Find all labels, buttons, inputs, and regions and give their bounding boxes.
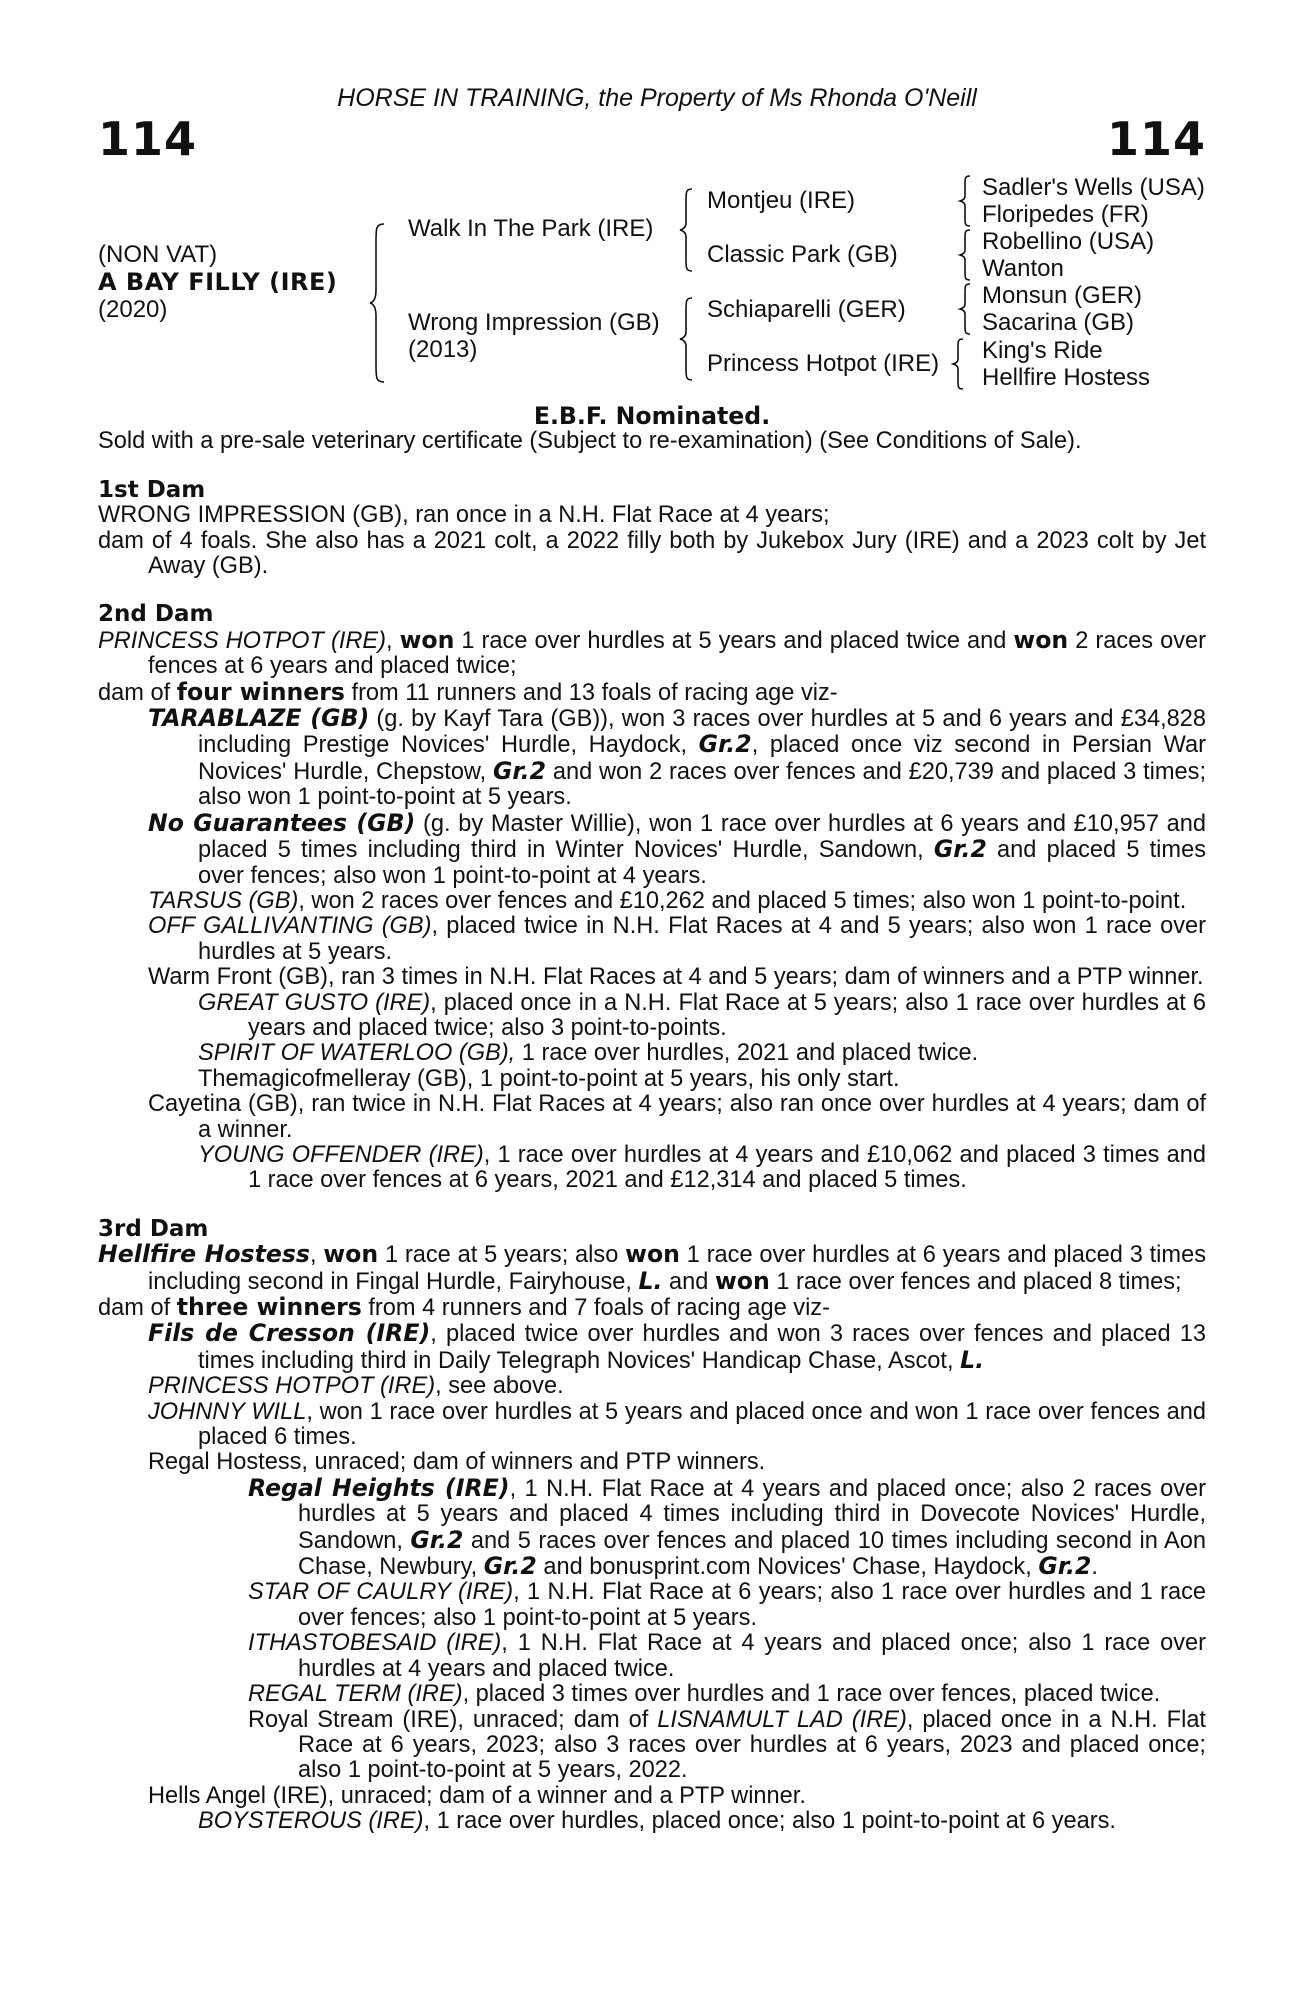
pedigree-bracket-g3 bbox=[957, 282, 973, 336]
produce-star-of-caulry: STAR OF CAULRY (IRE), 1 N.H. Flat Race at 6 years; also 1 race over hurdles and 1 race over fences; also 1 point-to-point at 5 years. bbox=[248, 1579, 1206, 1631]
gg-hellfire-hostess: Hellfire Hostess bbox=[982, 364, 1151, 391]
third-dam-record: Hellfire Hostess, won 1 race at 5 years; also won 1 race over hurdles at 6 years and placed 3 times including second in Fingal Hurdle, Fairyhouse, L. and won 1 race over fences and placed 8 times; bbox=[98, 1240, 1206, 1295]
produce-cayetina: Cayetina (GB), ran twice in N.H. Flat Races at 4 years; also ran once over hurdles at 4 years; dam of a winner. bbox=[148, 1091, 1206, 1143]
produce-spirit-of-waterloo: SPIRIT OF WATERLOO (GB), 1 race over hurdles, 2021 and placed twice. bbox=[198, 1040, 979, 1067]
pedigree-bracket-g2 bbox=[957, 228, 973, 282]
page-title: HORSE IN TRAINING, the Property of Ms Rhonda O'Neill bbox=[337, 84, 977, 112]
pedigree-bracket-g1 bbox=[957, 174, 973, 228]
produce-great-gusto: GREAT GUSTO (IRE), placed once in a N.H. Flat Race at 5 years; also 1 race over hurdles at 6 years and placed twice; also 3 point-to-points. bbox=[198, 989, 1206, 1041]
catalogue-body bbox=[98, 404, 1206, 1835]
second-dam-record: PRINCESS HOTPOT (IRE), won 1 race over hurdles at 5 years and placed twice and won 2 races over fences at 6 years and placed twice; bbox=[98, 625, 1206, 680]
produce-regal-heights: Regal Heights (IRE), 1 N.H. Flat Race at 4 years and placed once; also 2 races over hurdles at 5 years and placed 4 times including third in Dovecote Novices' Hurdle, Sandown, Gr.2 and 5 races over fences and placed 10 times including second in Aon Chase, Newbury, Gr.2 and bonusprint.com Novices' Chase, Haydock, Gr.2. bbox=[248, 1473, 1206, 1581]
gg-wanton: Wanton bbox=[982, 255, 1064, 282]
sire: Walk In The Park (IRE) bbox=[408, 215, 654, 242]
produce-themagicofmelleray: Themagicofmelleray (GB), 1 point-to-point at 5 years, his only start. bbox=[198, 1065, 900, 1092]
vet-note: Sold with a pre-sale veterinary certificate (Subject to re-examination) (See Conditions of Sale). bbox=[98, 428, 1082, 455]
produce-no-guarantees: No Guarantees (GB) (g. by Master Willie), won 1 race over hurdles at 6 years and £10,957 and placed 5 times including third in Winter Novices' Hurdle, Sandown, Gr.2 and placed 5 times over fences; also won 1 point-to-point at 4 years. bbox=[148, 808, 1207, 889]
produce-ithastobesaid: ITHASTOBESAID (IRE), 1 N.H. Flat Race at 4 years and placed once; also 1 race over hurdles at 4 years and placed twice. bbox=[248, 1630, 1206, 1682]
produce-off-gallivanting: OFF GALLIVANTING (GB), placed twice in N.H. Flat Races at 4 and 5 years; also won 1 race over hurdles at 5 years. bbox=[148, 913, 1206, 965]
sire-dam: Classic Park (GB) bbox=[707, 241, 898, 268]
produce-hells-angel: Hells Angel (IRE), unraced; dam of a winner and a PTP winner. bbox=[148, 1782, 806, 1809]
produce-young-offender: YOUNG OFFENDER (IRE), 1 race over hurdles at 4 years and £10,062 and placed 3 times and 1 race over fences at 6 years, 2021 and £12,314 and placed 5 times. bbox=[198, 1141, 1206, 1194]
second-dam-heading: 2nd Dam bbox=[98, 601, 214, 628]
ebf-note: E.B.F. Nominated. bbox=[533, 402, 771, 430]
pedigree-bracket-g4 bbox=[950, 337, 966, 391]
gg-kings-ride: King's Ride bbox=[982, 337, 1103, 364]
first-dam-heading: 1st Dam bbox=[98, 476, 206, 503]
pedigree-bracket-sire bbox=[678, 187, 698, 273]
lot-number-left: 114 bbox=[98, 112, 198, 166]
dam: Wrong Impression (GB) bbox=[408, 309, 660, 336]
third-dam-heading: 3rd Dam bbox=[98, 1215, 209, 1242]
dam-year: (2013) bbox=[408, 336, 478, 363]
pedigree-bracket-dam bbox=[678, 296, 698, 382]
produce-regal-hostess: Regal Hostess, unraced; dam of winners and PTP winners. bbox=[148, 1449, 766, 1476]
second-dam-name: PRINCESS HOTPOT (IRE) bbox=[98, 627, 387, 654]
produce-johnny-will: JOHNNY WILL, won 1 race over hurdles at 5 years and placed once and won 1 race over fences and placed 6 times. bbox=[148, 1398, 1206, 1451]
first-dam-line: WRONG IMPRESSION (GB), ran once in a N.H. Flat Race at 4 years; bbox=[98, 502, 830, 529]
gg-floripedes: Floripedes (FR) bbox=[982, 201, 1149, 228]
vat-status: (NON VAT) bbox=[98, 241, 218, 268]
gg-robellino: Robellino (USA) bbox=[982, 228, 1155, 255]
first-dam-produce: dam of 4 foals. She also has a 2021 colt, a 2022 filly both by Jukebox Jury (IRE) and a 2023 colt by Jet Away (GB). bbox=[98, 527, 1206, 580]
third-dam-name: Hellfire Hostess bbox=[98, 1240, 310, 1269]
produce-regal-term: REGAL TERM (IRE), placed 3 times over hurdles and 1 race over fences, placed twice. bbox=[248, 1681, 1161, 1708]
horse-name: A BAY FILLY (IRE) bbox=[98, 268, 338, 296]
produce-princess-hotpot: PRINCESS HOTPOT (IRE), see above. bbox=[148, 1373, 564, 1400]
gg-monsun: Monsun (GER) bbox=[982, 282, 1143, 309]
third-dam-produce-summary: dam of three winners from 4 runners and 7 foals of racing age viz- bbox=[98, 1293, 830, 1321]
gg-sacarina: Sacarina (GB) bbox=[982, 309, 1135, 336]
dam-dam: Princess Hotpot (IRE) bbox=[707, 350, 940, 377]
produce-tarsus: TARSUS (GB), won 2 races over fences and £10,262 and placed 5 times; also won 1 point-to-point. bbox=[148, 887, 1187, 914]
produce-warm-front: Warm Front (GB), ran 3 times in N.H. Flat Races at 4 and 5 years; dam of winners and a PTP winner. bbox=[148, 964, 1204, 991]
produce-tarablaze: TARABLAZE (GB) (g. by Kayf Tara (GB)), won 3 races over hurdles at 5 and 6 years and £34,828 including Prestige Novices' Hurdle, Haydock, Gr.2, placed once viz second in Persian War Novices' Hurdle, Chepstow, Gr.2 and won 2 races over fences and £20,739 and placed 3 times; also won 1 point-to-point at 5 years. bbox=[148, 704, 1207, 811]
sire-sire: Montjeu (IRE) bbox=[707, 187, 856, 214]
gg-sadlers-wells: Sadler's Wells (USA) bbox=[982, 174, 1205, 201]
produce-fils-de-cresson: Fils de Cresson (IRE), placed twice over hurdles and won 3 races over fences and placed 13 times including third in Daily Telegraph Novices' Handicap Chase, Ascot, L. bbox=[148, 1319, 1207, 1374]
pedigree-bracket-1 bbox=[370, 222, 400, 384]
produce-boysterous: BOYSTEROUS (IRE), 1 race over hurdles, placed once; also 1 point-to-point at 6 years. bbox=[198, 1808, 1116, 1835]
produce-royal-stream: Royal Stream (IRE), unraced; dam of LISNAMULT LAD (IRE), placed once in a N.H. Flat Race at 6 years, 2023; also 3 races over hurdles at 6 years, 2023 and placed once; also 1 point-to-point at 5 years, 2022. bbox=[248, 1706, 1206, 1784]
first-dam-name: WRONG IMPRESSION (GB) bbox=[98, 502, 403, 529]
horse-year: (2020) bbox=[98, 296, 168, 323]
dam-sire: Schiaparelli (GER) bbox=[707, 296, 906, 323]
lot-number-right: 114 bbox=[1106, 112, 1206, 166]
second-dam-produce-summary: dam of four winners from 11 runners and 13 foals of racing age viz- bbox=[98, 677, 838, 706]
